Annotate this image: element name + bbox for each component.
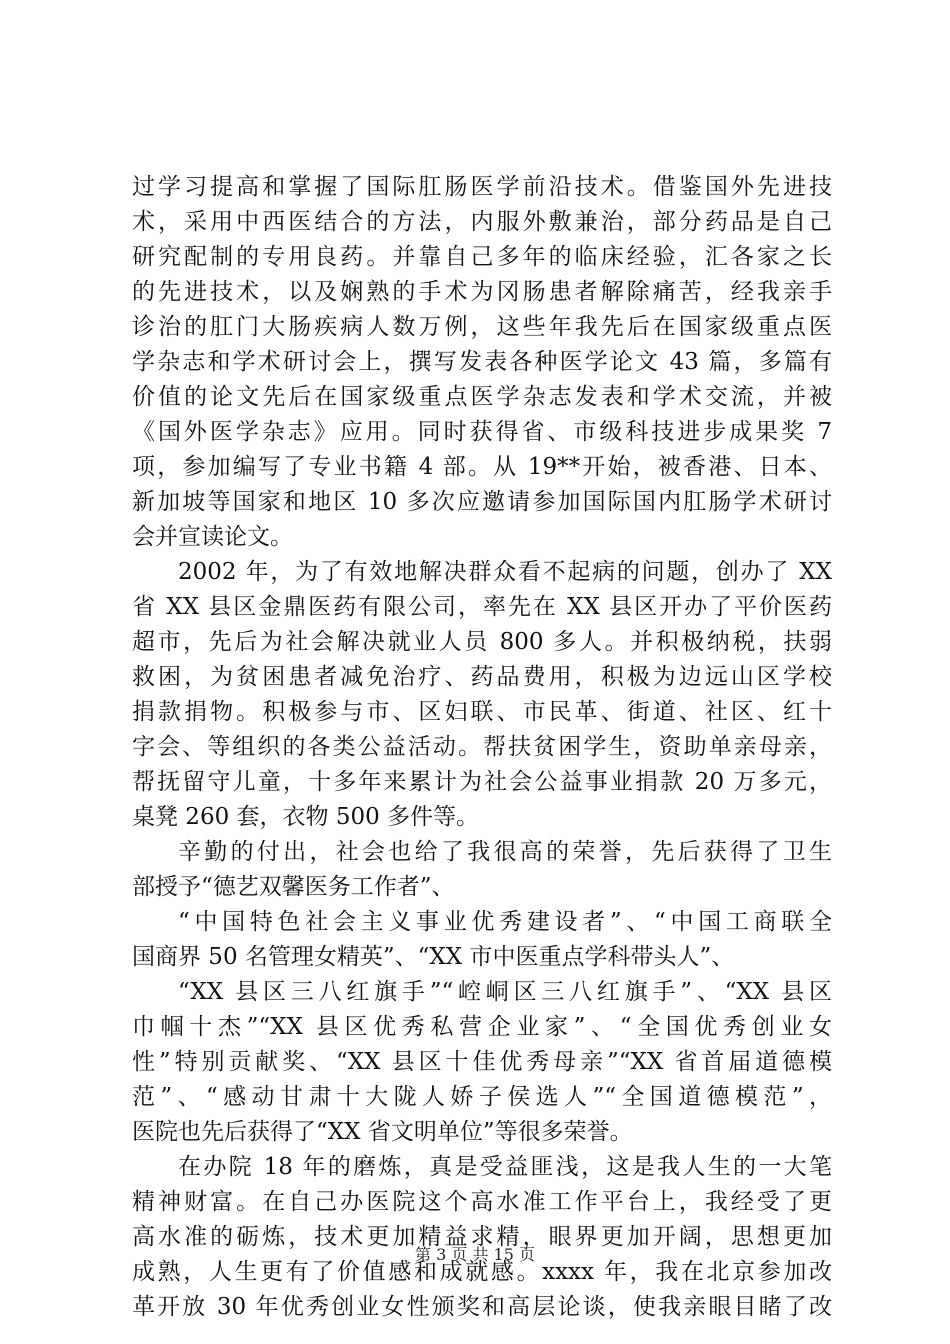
text-line: 会并宣读论文。 <box>132 524 293 550</box>
text-line: 辛勤的付出，社会也给了我很高的荣誉，先后获得了卫生 <box>178 839 832 865</box>
text-line: 部授予“德艺双馨医务工作者”、 <box>132 874 455 900</box>
text-line: 救困，为贫困患者减免治疗、药品费用，积极为边远山区学校 <box>132 664 832 690</box>
text-line: 诊治的肛门大肠疾病人数万例，这些年我先后在国家级重点医 <box>132 314 832 340</box>
text-line: 过学习提高和掌握了国际肛肠医学前沿技术。借鉴国外先进技 <box>132 174 832 200</box>
text-line: 在办院 18 年的磨炼，真是受益匪浅，这是我人生的一大笔 <box>178 1154 832 1180</box>
text-line: 桌凳 260 套，衣物 500 多件等。 <box>132 804 480 830</box>
text-line: 新加坡等国家和地区 10 多次应邀请参加国际国内肛肠学术研讨 <box>132 489 832 515</box>
text-line: 研究配制的专用良药。并靠自己多年的临床经验，汇各家之长 <box>132 244 832 270</box>
text-line: 《国外医学杂志》应用。同时获得省、市级科技进步成果奖 7 <box>132 419 832 445</box>
text-line: 范”、“感动甘肃十大陇人娇子侯选人”“全国道德模范”， <box>132 1084 832 1110</box>
text-line: 革开放 30 年优秀创业女性颁奖和高层论谈，使我亲眼目睹了改 <box>132 1294 832 1320</box>
text-line: “中国特色社会主义事业优秀建设者”、“中国工商联全 <box>178 909 832 935</box>
text-line: 价值的论文先后在国家级重点医学杂志发表和学术交流，并被 <box>132 384 832 410</box>
text-line: 巾帼十杰”“XX 县区优秀私营企业家”、“全国优秀创业女 <box>132 1014 832 1040</box>
text-line: 术，采用中西医结合的方法，内服外敷兼治，部分药品是自己 <box>132 209 832 235</box>
text-line: 医院也先后获得了“XX 省文明单位”等很多荣誉。 <box>132 1119 633 1145</box>
text-line: 2002 年，为了有效地解决群众看不起病的问题，创办了 XX <box>178 559 832 585</box>
text-line: 学杂志和学术研讨会上，撰写发表各种医学论文 43 篇，多篇有 <box>132 349 832 375</box>
text-line: 高水准的砺炼，技术更加精益求精，眼界更加开阔，思想更加 <box>132 1224 832 1250</box>
document-body <box>132 170 832 1325</box>
text-line: 帮抚留守儿童，十多年来累计为社会公益事业捐款 20 万多元， <box>132 769 832 795</box>
text-line: “XX 县区三八红旗手”“崆峒区三八红旗手”、“XX 县区 <box>178 979 832 1005</box>
text-line: 国商界 50 名管理女精英”、“XX 市中医重点学科带头人”、 <box>132 944 735 970</box>
text-line: 的先进技术，以及娴熟的手术为冈肠患者解除痛苦，经我亲手 <box>132 279 832 305</box>
text-line: 性”特别贡献奖、“XX 县区十佳优秀母亲”“XX 省首届道德模 <box>132 1049 832 1075</box>
text-line: 项，参加编写了专业书籍 4 部。从 19**开始，被香港、日本、 <box>132 454 832 480</box>
text-line: 超市，先后为社会解决就业人员 800 多人。并积极纳税，扶弱 <box>132 629 832 655</box>
page-footer: 第 3 页 共 15 页 <box>415 1245 535 1264</box>
text-line: 成熟，人生更有了价值感和成就感。xxxx 年，我在北京参加改 <box>132 1259 832 1285</box>
text-line: 省 XX 县区金鼎医药有限公司，率先在 XX 县区开办了平价医药 <box>132 594 832 620</box>
text-line: 字会、等组织的各类公益活动。帮扶贫困学生，资助单亲母亲， <box>132 734 832 760</box>
text-line: 捐款捐物。积极参与市、区妇联、市民革、街道、社区、红十 <box>132 699 832 725</box>
text-line: 精神财富。在自己办医院这个高水准工作平台上，我经受了更 <box>132 1189 832 1215</box>
